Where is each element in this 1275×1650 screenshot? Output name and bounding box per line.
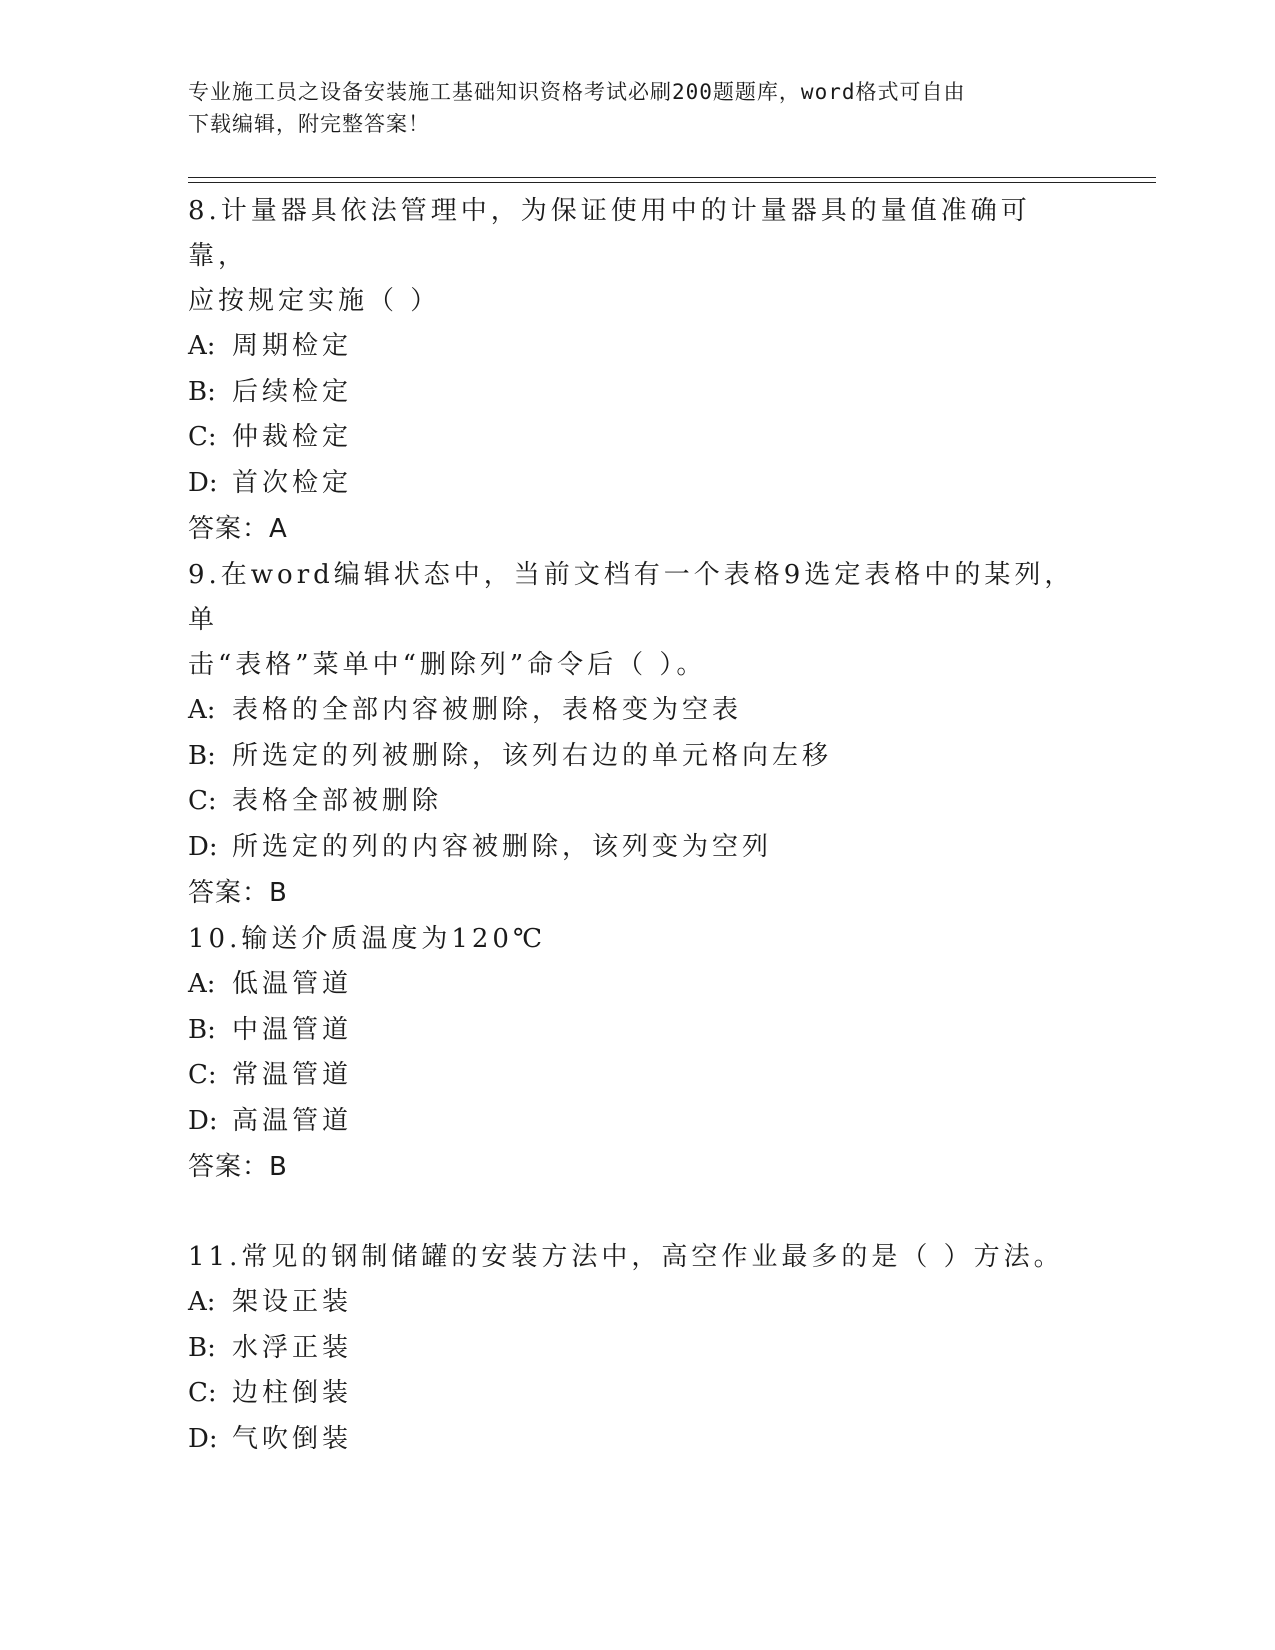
question-10 xyxy=(188,917,1088,1190)
header-divider-bottom xyxy=(188,182,1156,183)
option-key: A: xyxy=(188,969,216,999)
question-stem: 10.输送介质温度为120℃ xyxy=(188,924,547,954)
option-text: 低温管道 xyxy=(232,969,353,999)
option-key: B: xyxy=(188,376,216,407)
option-text: 周期检定 xyxy=(232,331,353,361)
option-key: A: xyxy=(188,695,216,725)
option-key: D: xyxy=(188,1423,218,1454)
question-stem-continued: 击“表格”菜单中“删除列”命令后（ ）。 xyxy=(188,650,707,680)
option-key: C: xyxy=(188,1378,217,1408)
option-text: 仲裁检定 xyxy=(232,422,353,452)
option-text: 后续检定 xyxy=(232,376,353,407)
option-text: 首次检定 xyxy=(232,467,353,498)
option-b xyxy=(188,370,1088,416)
option-d xyxy=(188,825,1088,871)
option-text: 所选定的列被删除，该列右边的单元格向左移 xyxy=(232,740,833,771)
option-d xyxy=(188,1417,1088,1463)
option-c xyxy=(188,779,1088,825)
question-11 xyxy=(188,1235,1088,1462)
answer: 答案：B xyxy=(188,1152,288,1182)
option-key: A: xyxy=(188,331,216,361)
option-text: 所选定的列的内容被删除，该列变为空列 xyxy=(232,831,773,862)
option-c xyxy=(188,1371,1088,1417)
option-text: 水浮正装 xyxy=(232,1332,353,1363)
option-key: B: xyxy=(188,740,216,771)
option-c xyxy=(188,1053,1088,1099)
option-c xyxy=(188,415,1088,461)
header-divider-top xyxy=(188,177,1156,178)
option-a xyxy=(188,962,1088,1008)
option-a xyxy=(188,324,1088,370)
option-key: B: xyxy=(188,1332,216,1363)
option-key: C: xyxy=(188,422,217,452)
option-key: C: xyxy=(188,1060,217,1090)
option-key: B: xyxy=(188,1014,216,1045)
option-text: 表格全部被删除 xyxy=(232,786,443,816)
option-text: 中温管道 xyxy=(232,1014,353,1045)
document-header xyxy=(188,76,1088,140)
option-text: 高温管道 xyxy=(232,1105,353,1136)
header-line-2: 下载编辑，附完整答案！ xyxy=(188,112,430,136)
option-key: A: xyxy=(188,1287,216,1317)
question-stem: 9.在word编辑状态中，当前文档有一个表格9选定表格中的某列，单 xyxy=(188,560,1075,635)
option-text: 边柱倒装 xyxy=(232,1378,353,1408)
option-key: D: xyxy=(188,467,218,498)
option-a xyxy=(188,688,1088,734)
option-b xyxy=(188,1008,1088,1054)
option-d xyxy=(188,1099,1088,1145)
question-8 xyxy=(188,189,1088,552)
option-text: 表格的全部内容被删除，表格变为空表 xyxy=(232,695,743,725)
option-b xyxy=(188,1326,1088,1372)
option-text: 常温管道 xyxy=(232,1060,353,1090)
option-b xyxy=(188,734,1088,780)
option-key: C: xyxy=(188,786,217,816)
option-text: 气吹倒装 xyxy=(232,1423,353,1454)
option-d xyxy=(188,461,1088,507)
question-9 xyxy=(188,553,1088,916)
question-stem: 8.计量器具依法管理中，为保证使用中的计量器具的量值准确可靠， xyxy=(188,196,1031,271)
question-stem: 11.常见的钢制储罐的安装方法中，高空作业最多的是（ ）方法。 xyxy=(188,1242,1064,1272)
option-a xyxy=(188,1280,1088,1326)
option-text: 架设正装 xyxy=(232,1287,353,1317)
header-line-1: 专业施工员之设备安装施工基础知识资格考试必刷200题题库，word格式可自由 xyxy=(188,80,966,104)
option-key: D: xyxy=(188,831,218,862)
option-key: D: xyxy=(188,1105,218,1136)
question-stem-continued: 应按规定实施（ ） xyxy=(188,286,441,316)
answer: 答案：B xyxy=(188,878,288,908)
answer: 答案：A xyxy=(188,514,288,544)
